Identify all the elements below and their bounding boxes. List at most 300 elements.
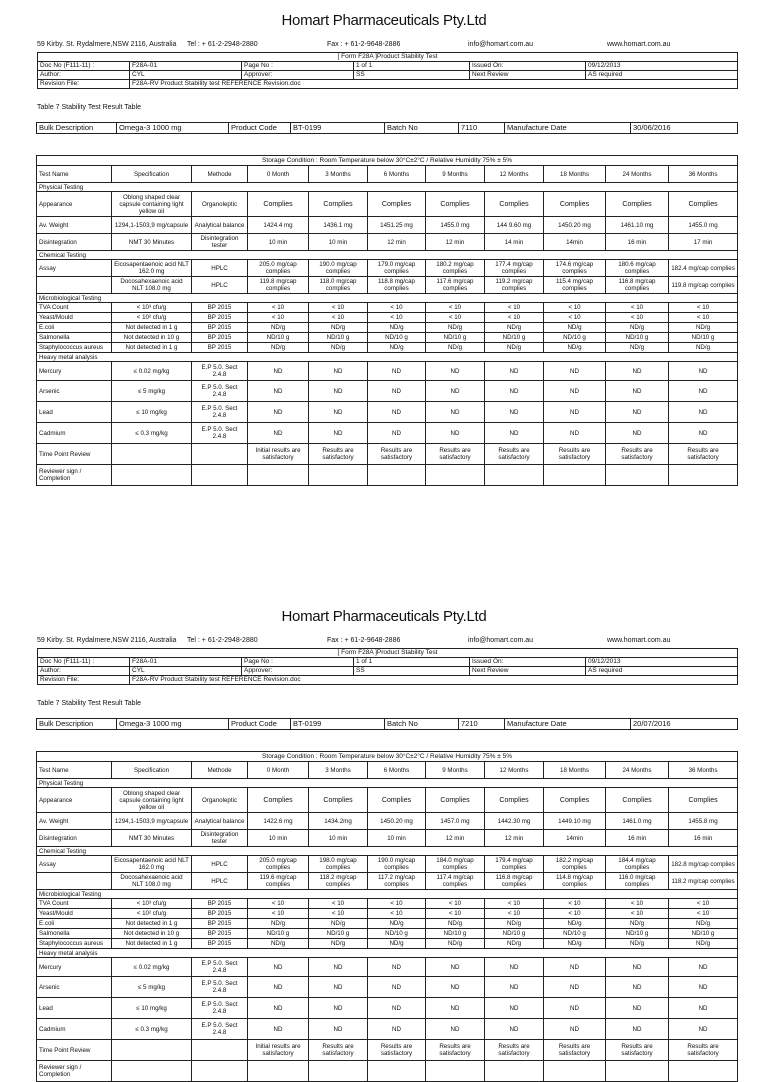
result-cell: < 10: [485, 909, 544, 919]
test-name: Av. Weight: [37, 813, 112, 830]
result-cell: < 10: [426, 303, 485, 313]
table-row: [37, 423, 738, 444]
result-cell: ND/10 g: [606, 929, 669, 939]
col-timepoint: 3 Months: [309, 166, 368, 183]
author: CYL: [130, 71, 242, 80]
result-cell: Complies: [669, 788, 738, 813]
result-cell: 1455.0 mg: [426, 217, 485, 234]
result-cell: 10 min: [368, 830, 426, 847]
result-cell: 1422.6 mg: [248, 813, 309, 830]
review-cell: Results are satisfactory: [309, 444, 368, 465]
result-cell: 117.2 mg/cap complies: [368, 873, 426, 890]
review-cell: Results are satisfactory: [669, 444, 738, 465]
specification: Docosahexaenoic acid NLT 108.0 mg: [112, 277, 192, 294]
result-cell: ND/g: [544, 343, 606, 353]
bulk-label: Bulk Description: [37, 123, 117, 134]
issued-on-label: Issued On:: [470, 658, 586, 667]
author-label: Author:: [38, 71, 130, 80]
result-cell: ND: [426, 402, 485, 423]
result-cell: Complies: [426, 192, 485, 217]
method: [192, 444, 248, 465]
result-cell: ND: [426, 1019, 485, 1040]
result-cell: < 10: [248, 313, 309, 323]
table-row: [37, 303, 738, 313]
table-row: [37, 1061, 738, 1082]
result-cell: ND/g: [606, 323, 669, 333]
test-name: Assay: [37, 260, 112, 277]
col-timepoint: 3 Months: [309, 762, 368, 779]
email: info@homart.com.au: [468, 41, 534, 48]
result-cell: Complies: [309, 192, 368, 217]
result-cell: 10 min: [248, 830, 309, 847]
result-cell: < 10: [544, 909, 606, 919]
result-cell: ND/10 g: [485, 929, 544, 939]
review-cell: Results are satisfactory: [606, 444, 669, 465]
result-cell: ND/g: [426, 323, 485, 333]
result-cell: ND: [426, 958, 485, 977]
page-no-label: Page No :: [242, 658, 354, 667]
result-cell: ND/g: [669, 323, 738, 333]
result-cell: < 10: [669, 909, 738, 919]
table-row: [37, 1040, 738, 1061]
result-cell: 179.0 mg/cap complies: [368, 260, 426, 277]
result-cell: ND: [606, 402, 669, 423]
result-cell: ND/g: [606, 919, 669, 929]
result-cell: 177.4 mg/cap complies: [485, 260, 544, 277]
result-cell: 1461.10 mg: [606, 217, 669, 234]
result-cell: ND: [485, 977, 544, 998]
result-cell: ND/g: [669, 939, 738, 949]
table-row: [37, 277, 738, 294]
specification: Not detected in 1 g: [112, 323, 192, 333]
col-timepoint: 18 Months: [544, 166, 606, 183]
approver: SS: [354, 667, 470, 676]
result-cell: ND: [544, 977, 606, 998]
result-cell: 180.6 mg/cap complies: [606, 260, 669, 277]
result-cell: 10 min: [248, 234, 309, 251]
result-cell: 17 min: [669, 234, 738, 251]
specification: < 10³ cfu/g: [112, 303, 192, 313]
result-cell: ND/10 g: [485, 333, 544, 343]
signature-cell: [485, 465, 544, 486]
col-timepoint: 12 Months: [485, 166, 544, 183]
revision-label: Revision File:: [38, 80, 130, 89]
result-cell: 179.4 mg/cap complies: [485, 856, 544, 873]
signature-cell: [426, 1061, 485, 1082]
specification: < 10² cfu/g: [112, 313, 192, 323]
signature-cell: [606, 465, 669, 486]
bulk-value: Omega-3 1000 mg: [117, 719, 229, 730]
result-cell: 1436.1 mg: [309, 217, 368, 234]
result-cell: 1449.10 mg: [544, 813, 606, 830]
product-code: BT-0199: [291, 719, 385, 730]
signature-cell: [309, 1061, 368, 1082]
section-title: Microbiological Testing: [37, 890, 738, 899]
table-row: [37, 333, 738, 343]
result-cell: ND/10 g: [544, 929, 606, 939]
test-name: Arsenic: [37, 977, 112, 998]
result-cell: ND: [606, 362, 669, 381]
result-cell: 117.4 mg/cap complies: [426, 873, 485, 890]
test-name: Yeast/Mould: [37, 909, 112, 919]
result-cell: < 10: [606, 909, 669, 919]
section-title: Physical Testing: [37, 779, 738, 788]
result-cell: 14 min: [485, 234, 544, 251]
result-cell: ND: [426, 977, 485, 998]
result-cell: ND: [669, 998, 738, 1019]
result-cell: ND: [485, 362, 544, 381]
result-cell: 10 min: [309, 830, 368, 847]
result-cell: < 10: [309, 303, 368, 313]
test-name: Salmonella: [37, 929, 112, 939]
result-cell: ND/10 g: [309, 929, 368, 939]
test-name: TVA Count: [37, 303, 112, 313]
table-row: [37, 779, 738, 788]
result-cell: < 10: [485, 899, 544, 909]
specification: Not detected in 1 g: [112, 939, 192, 949]
result-cell: 1450.20 mg: [544, 217, 606, 234]
signature-cell: [368, 465, 426, 486]
result-cell: < 10: [368, 899, 426, 909]
specification: ≤ 0.3 mg/kg: [112, 423, 192, 444]
result-cell: 12 min: [368, 234, 426, 251]
result-cell: 184.0 mg/cap complies: [426, 856, 485, 873]
email: info@homart.com.au: [468, 637, 534, 644]
result-cell: Complies: [248, 192, 309, 217]
result-cell: ND: [544, 998, 606, 1019]
result-cell: 144 9.60 mg: [485, 217, 544, 234]
signature-cell: [485, 1061, 544, 1082]
batch-no: 7210: [459, 719, 505, 730]
result-cell: ND: [426, 381, 485, 402]
result-cell: Complies: [544, 192, 606, 217]
approver: SS: [354, 71, 470, 80]
result-cell: 119.8 mg/cap complies: [248, 277, 309, 294]
result-cell: 16 min: [606, 234, 669, 251]
result-cell: < 10: [426, 313, 485, 323]
result-cell: Complies: [368, 192, 426, 217]
result-cell: 1457.0 mg: [426, 813, 485, 830]
col-timepoint: 18 Months: [544, 762, 606, 779]
specification: Docosahexaenoic acid NLT 108.0 mg: [112, 873, 192, 890]
result-cell: ND: [368, 958, 426, 977]
result-cell: < 10: [606, 313, 669, 323]
issued-on: 09/12/2013: [586, 658, 738, 667]
result-cell: ND/g: [368, 919, 426, 929]
method: HPLC: [192, 277, 248, 294]
result-cell: ND: [606, 958, 669, 977]
result-cell: ND/g: [248, 323, 309, 333]
test-name: Salmonella: [37, 333, 112, 343]
result-cell: ND: [368, 381, 426, 402]
table-row: [37, 343, 738, 353]
result-cell: ND: [309, 1019, 368, 1040]
result-cell: ND: [248, 362, 309, 381]
result-cell: 190.0 mg/cap complies: [309, 260, 368, 277]
result-cell: < 10: [368, 303, 426, 313]
result-cell: Complies: [426, 788, 485, 813]
result-cell: 182.2 mg/cap complies: [544, 856, 606, 873]
specification: Oblong shaped clear capsule containing light yellow oil: [112, 788, 192, 813]
table-row: [37, 465, 738, 486]
form-title: [ Form F28A ]Product Stability Test: [38, 53, 738, 62]
result-cell: 118.2 mg/cap complies: [309, 873, 368, 890]
website: www.homart.com.au: [607, 41, 671, 48]
result-cell: ND: [248, 998, 309, 1019]
signature-cell: [669, 1061, 738, 1082]
table-row: [37, 856, 738, 873]
test-name: Cadmium: [37, 1019, 112, 1040]
result-cell: ND: [248, 958, 309, 977]
result-cell: Complies: [606, 788, 669, 813]
result-cell: < 10: [426, 909, 485, 919]
result-cell: ND: [485, 381, 544, 402]
col-timepoint: 36 Months: [669, 762, 738, 779]
result-cell: ND: [248, 381, 309, 402]
signature-cell: [248, 465, 309, 486]
bulk-info-table: [36, 718, 738, 730]
result-cell: ND: [368, 1019, 426, 1040]
result-cell: 116.8 mg/cap complies: [606, 277, 669, 294]
result-cell: < 10: [485, 303, 544, 313]
result-cell: ND/g: [669, 919, 738, 929]
result-cell: ND: [606, 998, 669, 1019]
result-cell: < 10: [426, 899, 485, 909]
result-cell: 119.8 mg/cap complies: [669, 277, 738, 294]
result-cell: 12 min: [485, 830, 544, 847]
result-cell: 118.0 mg/cap complies: [309, 277, 368, 294]
specification: Not detected in 10 g: [112, 929, 192, 939]
result-cell: ND: [669, 381, 738, 402]
result-cell: 190.0 mg/cap complies: [368, 856, 426, 873]
result-cell: < 10: [309, 909, 368, 919]
result-cell: < 10: [669, 303, 738, 313]
specification: ≤ 5 mg/kg: [112, 977, 192, 998]
result-cell: ND: [248, 1019, 309, 1040]
table-row: [37, 788, 738, 813]
result-cell: 16 min: [669, 830, 738, 847]
test-name: [37, 277, 112, 294]
result-cell: Complies: [606, 192, 669, 217]
result-cell: 1434.2mg: [309, 813, 368, 830]
review-cell: Results are satisfactory: [669, 1040, 738, 1061]
table-row: [37, 958, 738, 977]
result-cell: ND/g: [485, 919, 544, 929]
result-cell: 1450.20 mg: [368, 813, 426, 830]
col-specification: Specification: [112, 166, 192, 183]
specification: [112, 1040, 192, 1061]
result-cell: ND: [426, 362, 485, 381]
test-name: Appearance: [37, 788, 112, 813]
result-cell: ND/g: [368, 323, 426, 333]
section-title: Heavy metal analysis: [37, 353, 738, 362]
table-row: [37, 166, 738, 183]
result-cell: ND/g: [544, 939, 606, 949]
result-cell: < 10: [606, 899, 669, 909]
result-cell: ND/g: [309, 939, 368, 949]
test-name: Av. Weight: [37, 217, 112, 234]
result-cell: 1451.25 mg: [368, 217, 426, 234]
table-row: [37, 873, 738, 890]
review-cell: Results are satisfactory: [544, 1040, 606, 1061]
result-cell: < 10: [485, 313, 544, 323]
specification: 1294,1-1503,9 mg/capsule: [112, 217, 192, 234]
result-cell: ND: [426, 423, 485, 444]
result-cell: ND/g: [485, 323, 544, 333]
col-test-name: Test Name: [37, 762, 112, 779]
method: Disintegration tester: [192, 234, 248, 251]
test-name: Staphylococcus aureus: [37, 939, 112, 949]
result-cell: ND/g: [368, 939, 426, 949]
result-cell: ND/g: [606, 343, 669, 353]
revision-file: F28A-RV Product Stability test REFERENCE Revision.doc: [130, 676, 738, 685]
bulk-value: Omega-3 1000 mg: [117, 123, 229, 134]
specification: [112, 444, 192, 465]
result-cell: 16 min: [606, 830, 669, 847]
result-cell: ND/g: [426, 919, 485, 929]
result-cell: ND: [544, 958, 606, 977]
result-cell: 115.4 mg/cap complies: [544, 277, 606, 294]
specification: [112, 465, 192, 486]
storage-condition: Storage Condition : Room Temperature below 30°C±2°C / Relative Humidity 75% ± 5%: [37, 752, 738, 762]
form-title: [ Form F28A ]Product Stability Test: [38, 649, 738, 658]
table-caption: Table 7 Stability Test Result Table: [37, 104, 142, 111]
method: E.P 5.0. Sect 2.4.8: [192, 958, 248, 977]
section-title: Heavy metal analysis: [37, 949, 738, 958]
specification: 1294,1-1503,9 mg/capsule: [112, 813, 192, 830]
table-row: [37, 977, 738, 998]
result-cell: ND: [606, 977, 669, 998]
method: BP 2015: [192, 939, 248, 949]
table-row: [37, 762, 738, 779]
result-cell: < 10: [368, 313, 426, 323]
method: HPLC: [192, 260, 248, 277]
method: [192, 465, 248, 486]
table-row: [37, 362, 738, 381]
manufacture-date: 20/07/2016: [631, 719, 738, 730]
specification: Not detected in 1 g: [112, 343, 192, 353]
table-row: [37, 949, 738, 958]
result-cell: ND: [368, 362, 426, 381]
method: HPLC: [192, 856, 248, 873]
specification: Eicosapentaenoic acid NLT 162.0 mg: [112, 260, 192, 277]
test-name: Assay: [37, 856, 112, 873]
test-name: TVA Count: [37, 899, 112, 909]
specification: NMT 30 Minutes: [112, 830, 192, 847]
result-cell: ND: [309, 362, 368, 381]
table-row: [37, 899, 738, 909]
method: Analytical balance: [192, 813, 248, 830]
method: BP 2015: [192, 323, 248, 333]
test-name: Reviewer sign / Completion: [37, 1061, 112, 1082]
method: Organoleptic: [192, 192, 248, 217]
result-cell: ND: [669, 977, 738, 998]
result-cell: < 10: [368, 909, 426, 919]
manufacture-date-label: Manufacture Date: [505, 123, 631, 134]
document-header-table: [37, 52, 738, 89]
result-cell: ND: [309, 977, 368, 998]
test-name: Time Point Review: [37, 444, 112, 465]
section-title: Chemical Testing: [37, 251, 738, 260]
result-cell: ND: [669, 1019, 738, 1040]
review-cell: Results are satisfactory: [368, 444, 426, 465]
review-cell: Results are satisfactory: [368, 1040, 426, 1061]
result-cell: ND/g: [426, 343, 485, 353]
result-cell: ND/g: [485, 939, 544, 949]
result-cell: ND: [485, 402, 544, 423]
table-row: [37, 1019, 738, 1040]
result-cell: ND/g: [606, 939, 669, 949]
result-cell: ND/10 g: [309, 333, 368, 343]
method: BP 2015: [192, 313, 248, 323]
bulk-info-table: [36, 122, 738, 134]
doc-no-label: Doc No (F111-11) :: [38, 658, 130, 667]
review-cell: Results are satisfactory: [426, 444, 485, 465]
result-cell: 116.0 mg/cap complies: [606, 873, 669, 890]
result-cell: Complies: [485, 192, 544, 217]
test-name: Time Point Review: [37, 1040, 112, 1061]
method: HPLC: [192, 873, 248, 890]
result-cell: ND: [606, 423, 669, 444]
signature-cell: [426, 465, 485, 486]
result-cell: ND: [485, 423, 544, 444]
result-cell: ND/10 g: [669, 929, 738, 939]
result-cell: ND: [309, 998, 368, 1019]
specification: Oblong shaped clear capsule containing light yellow oil: [112, 192, 192, 217]
method: BP 2015: [192, 333, 248, 343]
result-cell: ND: [309, 423, 368, 444]
result-cell: ND: [669, 958, 738, 977]
review-cell: Results are satisfactory: [426, 1040, 485, 1061]
table-row: [37, 919, 738, 929]
page-no: 1 of 1: [354, 62, 470, 71]
result-cell: 119.2 mg/cap complies: [485, 277, 544, 294]
col-timepoint: 6 Months: [368, 762, 426, 779]
review-cell: Results are satisfactory: [606, 1040, 669, 1061]
result-cell: < 10: [248, 909, 309, 919]
method: E.P 5.0. Sect 2.4.8: [192, 1019, 248, 1040]
table-row: [37, 939, 738, 949]
next-review: AS required: [586, 71, 738, 80]
doc-no-label: Doc No (F111-11) :: [38, 62, 130, 71]
result-cell: 1442.30 mg: [485, 813, 544, 830]
review-cell: Initial results are satisfactory: [248, 1040, 309, 1061]
table-row: [37, 183, 738, 192]
result-cell: ND/g: [368, 343, 426, 353]
specification: ≤ 0.3 mg/kg: [112, 1019, 192, 1040]
batch-label: Batch No: [385, 123, 459, 134]
result-cell: Complies: [368, 788, 426, 813]
specification: Eicosapentaenoic acid NLT 162.0 mg: [112, 856, 192, 873]
method: BP 2015: [192, 919, 248, 929]
specification: ≤ 10 mg/kg: [112, 402, 192, 423]
result-cell: ND/10 g: [426, 333, 485, 343]
result-cell: ND/g: [426, 939, 485, 949]
result-cell: Complies: [669, 192, 738, 217]
method: BP 2015: [192, 909, 248, 919]
result-cell: 198.0 mg/cap complies: [309, 856, 368, 873]
table-row: [37, 830, 738, 847]
method: E.P 5.0. Sect 2.4.8: [192, 977, 248, 998]
table-row: [37, 323, 738, 333]
review-cell: Results are satisfactory: [485, 444, 544, 465]
col-timepoint: 24 Months: [606, 166, 669, 183]
table-row: [37, 890, 738, 899]
specification: ≤ 5 mg/kg: [112, 381, 192, 402]
manufacture-date: 30/06/2016: [631, 123, 738, 134]
table-row: [37, 260, 738, 277]
storage-condition: Storage Condition : Room Temperature below 30°C±2°C / Relative Humidity 75% ± 5%: [37, 156, 738, 166]
